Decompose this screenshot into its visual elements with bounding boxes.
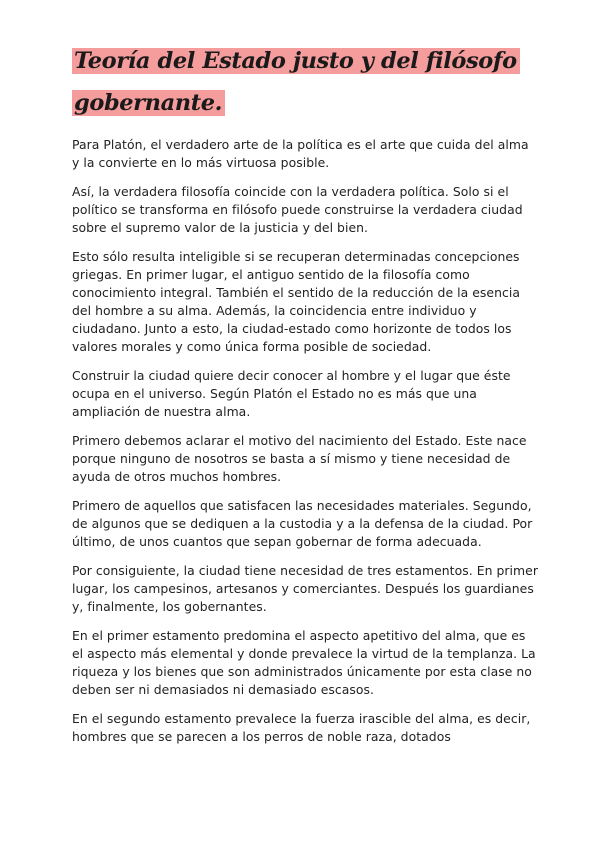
paragraph-6: Primero de aquellos que satisfacen las necesidades materiales. Segundo, de algunos que se dediquen a la custodia y a la defensa de la ciudad. Por último, de unos cuantos que sepan gobernar de forma adecuada. <box>72 498 533 549</box>
document-title <box>72 40 538 124</box>
paragraph-2: Así, la verdadera filosofía coincide con la verdadera política. Solo si el político se transforma en filósofo puede construirse la verdadera ciudad sobre el supremo valor de la justicia y del bien. <box>72 184 523 235</box>
paragraph-3: Esto sólo resulta inteligible si se recuperan determinadas concepciones griegas. En primer lugar, el antiguo sentido de la filosofía como conocimiento integral. También el sentido de la reducción de la esencia del hombre a su alma. Además, la coincidencia entre individuo y ciudadano. Junto a esto, la ciudad-estado como horizonte de todos los valores morales y como única forma posible de sociedad. <box>72 249 520 354</box>
paragraph-7: Por consiguiente, la ciudad tiene necesidad de tres estamentos. En primer lugar, los campesinos, artesanos y comerciantes. Después los guardianes y, finalmente, los gobernantes. <box>72 563 538 614</box>
paragraph-5: Primero debemos aclarar el motivo del nacimiento del Estado. Este nace porque ninguno de nosotros se basta a sí mismo y tiene necesidad de ayuda de otros muchos hombres. <box>72 433 527 484</box>
paragraph-9: En el segundo estamento prevalece la fuerza irascible del alma, es decir, hombres que se parecen a los perros de noble raza, dotados <box>72 711 531 744</box>
document-page <box>72 40 538 757</box>
document-title-text: Teoría del Estado justo y del filósofo gobernante. <box>72 48 520 116</box>
paragraph-8: En el primer estamento predomina el aspecto apetitivo del alma, que es el aspecto más elemental y donde prevalece la virtud de la templanza. La riqueza y los bienes que son administrados únicamente por esta clase no deben ser ni demasiados ni demasiado escasos. <box>72 628 536 697</box>
paragraph-4: Construir la ciudad quiere decir conocer al hombre y el lugar que éste ocupa en el universo. Según Platón el Estado no es más que una ampliación de nuestra alma. <box>72 368 511 419</box>
paragraph-1: Para Platón, el verdadero arte de la política es el arte que cuida del alma y la convierte en lo más virtuosa posible. <box>72 137 529 170</box>
